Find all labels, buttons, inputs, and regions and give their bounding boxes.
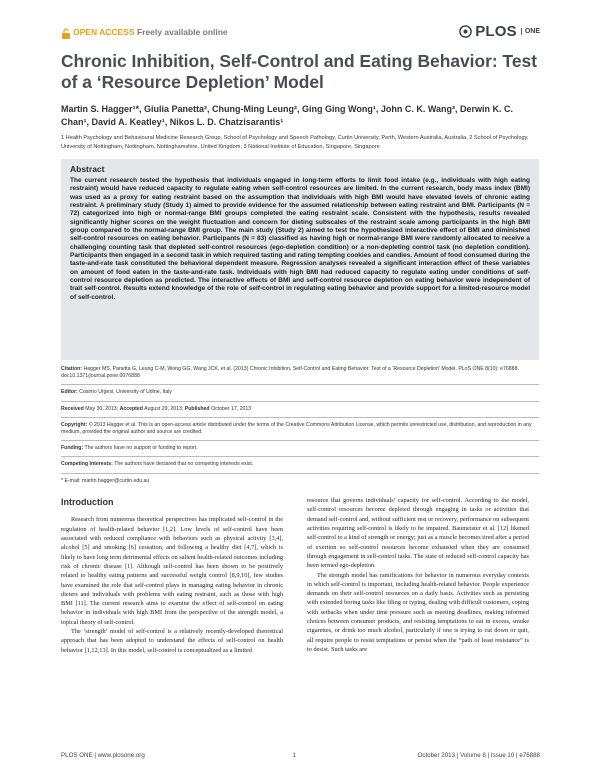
page-number: 1	[292, 752, 296, 759]
footer-journal	[61, 752, 296, 759]
open-access-banner	[61, 23, 540, 41]
copyright-label: Copyright:	[61, 421, 88, 428]
dates	[61, 406, 539, 413]
abstract-heading: Abstract	[70, 164, 105, 174]
competing-label: Competing Interests:	[61, 461, 113, 468]
access-label: ACCESS	[99, 27, 135, 37]
copyright-text: © 2013 Hagger et al. This is an open-access article distributed under the terms of the Creative Commons Attribution License, which permits unrestricted use, distribution, and reproduction in any medium, provided the original author and source are credited.	[61, 421, 532, 436]
editor-text: Cosimo Urgesi, University of Udine, Italy	[79, 389, 172, 396]
footer-journal-text: PLOS ONE | www.plosone.org	[61, 752, 145, 759]
competing-interests	[61, 461, 539, 468]
body-paragraph: The ‘strength’ model of self-control is a relatively recently-developed theoretical approach that has been adopted to understand the effects of self-control on health behavior [1,12,13]. In this model, self-control is conceptualized as a limited	[61, 628, 283, 654]
one-wordmark: ONE	[521, 28, 540, 35]
body-column-left	[61, 498, 283, 655]
body-paragraph: resource that governs individuals’ capacity for self-control. According to the model, self-control resources become depleted through engaging in tasks or activities that demand self-control and, without sufficient rest or recovery, performance on subsequent activities requiring self-control is likely to be impaired. Baumeister et al. [12] likened self-control to a kind of strength or energy; just as a muscle becomes tired after a period of exertion so self-control resources become exhausted when they are consumed through engagement in self-control tasks. The state of reduced self-control capacity has been termed ego-depletion.	[307, 497, 529, 570]
open-access-lock-icon	[61, 28, 71, 39]
article-title: Chronic Inhibition, Self-Control and Eating Behavior: Test of a ‘Resource Depletion’ Model	[61, 51, 537, 92]
plos-one-logo	[459, 23, 540, 40]
meta-divider	[61, 417, 539, 418]
competing-text: The authors have declared that no competing interests exist.	[114, 461, 254, 468]
accepted-label: Accepted	[119, 405, 143, 412]
copyright	[61, 422, 539, 436]
published-label: Published	[184, 405, 210, 412]
body-column-right	[307, 496, 529, 654]
meta-divider	[61, 401, 539, 402]
published-date: October 17, 2013	[211, 405, 252, 412]
plos-mark-icon	[459, 25, 472, 38]
body-paragraph: The strength model has ramifications for behavior in numerous everyday contexts in which self-control is important, including health-related behavior. People experience demands on their self-control resources on a daily basis. Activities such as persisting with extended boring tasks like filing or typing, dealing with difficult customers, coping with setbacks when under time pressure such as meeting deadlines, making informed choices between consumer products, and resisting temptations to eat in excess, smoke cigarettes, or drink too much alcohol, particularly if one is trying to cut down or quit, all require people to resist temptations or persist when the “path of least resistance” is to desist. Such tasks are	[307, 571, 529, 653]
abstract-box	[61, 159, 539, 360]
plos-wordmark: PLOS	[475, 23, 517, 40]
received-label: Received	[61, 405, 84, 412]
funding	[61, 445, 539, 452]
freely-available-label: Freely available online	[136, 27, 228, 37]
introduction-heading: Introduction	[61, 497, 114, 507]
meta-divider	[61, 473, 539, 474]
footer-issue: October 2013 | Volume 8 | Issue 10 | e76888	[417, 752, 540, 759]
received-date: May 30, 2013;	[85, 405, 119, 412]
funding-text: The authors have no support or funding to report.	[84, 445, 198, 452]
editor	[61, 389, 539, 396]
accepted-date: August 29, 2013;	[144, 405, 184, 412]
affiliations: 1 Health Psychology and Behavioural Medicine Research Group, School of Psychology and Speech Pathology, Curtin University, Perth, Western Australia, Australia, 2 School of Psychology, University of Nottingham, Nottingham, Nottinghamshire, United Kingdom, 3 National Institute of Education, Singapore, Singapore	[61, 135, 529, 150]
author-list: Martin S. Hagger¹*, Giulia Panetta², Chung-Ming Leung², Ging Ging Wong¹, John C. K. Wang³, Derwin K. C. Chan¹, David A. Keatley¹, Nikos L. D. Chatzisarantis¹	[61, 104, 513, 127]
body-paragraph: Research from numerous theoretical perspectives has implicated self-control in the regulation of health-related behavior [1,2]. Low levels of self-control have been associated with reduced compliance with behaviors such as physical activity [3,4], alcohol [5] and smoking [6] cessation, and following a healthy diet [4,7], which is likely to have long term detrimental effects on salient health-related outcomes including risk of chronic disease [1]. Although self-control has been shown to be positively related to healthy eating patterns and successful weight control [8,9,10], few studies have examined the role that self-control plays in managing eating behavior in chronic dieters and individuals with problems with eating restraint, such as those with high BMI [11]. The current research aims to examine the effect of self-control on eating behavior in individuals with high BMI from the perspective of the strength model, a topical theory of self-control.	[61, 516, 283, 626]
abstract-text: The current research tested the hypothesis that individuals engaged in long-term efforts to limit food intake (e.g., individuals with high eating restraint) would have reduced capacity to regulate eating when self-control resources are limited. In the current research, body mass index (BMI) was used as a proxy for eating restraint based on the assumption that individuals with high BMI would have elevated levels of chronic eating restraint. A preliminary study (Study 1) aimed to provide evidence for the assumed relationship between eating restraint and BMI. Participants (N = 72) categorized into high or normal-range BMI groups completed the eating restraint scale. Consistent with the hypothesis, results revealed significantly higher scores on the weight fluctuation and concern for dieting subscales of the restraint scale among participants in the high BMI group compared to the normal-range BMI group. The main study (Study 2) aimed to test the hypothesized interactive effect of BMI and diminished self-control resources on eating behavior. Participants (N = 83) classified as having high or normal-range BMI were randomly allocated to receive a challenging counting task that depleted self-control resources (ego-depletion condition) or a non-depleting control task (no depletion condition). Participants then engaged in a second task in which required tasting and rating tempting cookies and candies. Amount of food consumed during the taste-and-rate task constituted the behavioral dependent measure. Regression analyses revealed a significant interaction effect of these variables on amount of food eaten in the taste-and-rate task. Individuals with high BMI had reduced capacity to regulate eating under conditions of self-control resource depletion as predicted. The interactive effects of BMI and self-control resource depletion on eating behavior were independent of trait self-control. Results extend knowledge of the role of self-control in regulating eating behavior and provide support for a limited-resource model of self-control.	[70, 177, 530, 301]
article-metadata	[61, 366, 539, 485]
open-access-label	[73, 27, 228, 37]
funding-label: Funding:	[61, 445, 84, 452]
meta-divider	[61, 440, 539, 441]
corresponding-email[interactable]: * E-mail: martin.hagger@curtin.edu.au	[61, 477, 150, 484]
page-footer	[61, 752, 540, 762]
meta-divider	[61, 384, 539, 385]
open-label: OPEN	[73, 27, 98, 37]
citation-label: Citation:	[61, 366, 83, 372]
citation	[61, 366, 539, 380]
citation-text: Hagger MS, Panetta G, Leung C-M, Wong GG, Wang JCK, et al. (2013) Chronic Inhibition, Self-Control and Eating Behavior: Test of a ‘Resource Depletion’ Model. PLoS ONE 8(10): e76888. doi:10.1371/journal.pone.0076888	[61, 366, 519, 380]
meta-divider	[61, 456, 539, 457]
editor-label: Editor:	[61, 389, 78, 396]
